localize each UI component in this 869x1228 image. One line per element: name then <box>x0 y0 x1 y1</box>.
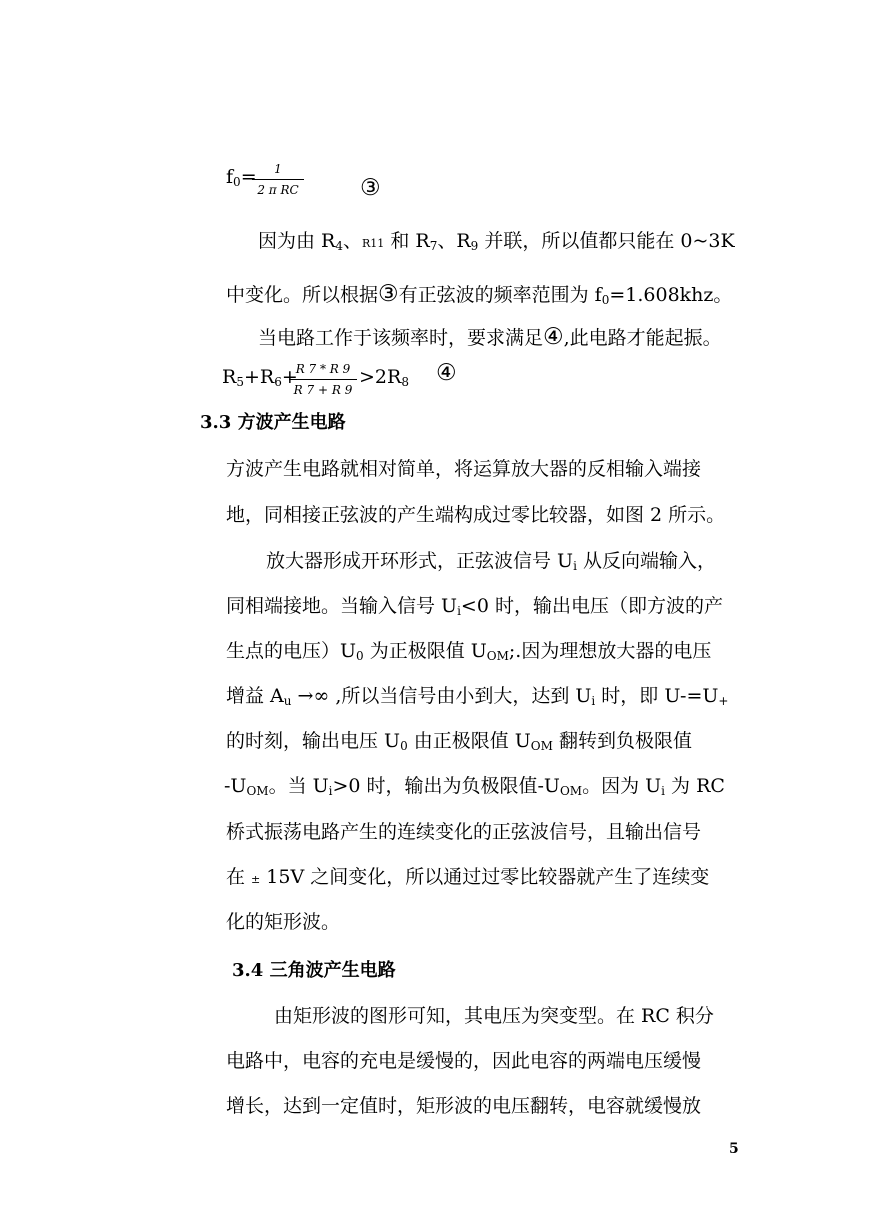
section-heading-3-4: 3.4 三角波产生电路 <box>232 960 396 981</box>
formula-4-rhs: $>2R_8$ <box>359 366 409 389</box>
equation-marker-4: ④ <box>436 360 457 386</box>
paragraph-line: 桥式振荡电路产生的连续变化的正弦波信号，且输出信号 <box>226 821 702 843</box>
paragraph-line: 增长，达到一定值时，矩形波的电压翻转，电容就缓慢放 <box>226 1095 702 1117</box>
formula-4-fraction: R 7 * R 9 R 7 + R 9 <box>289 362 357 397</box>
paragraph-line: 的时刻，输出电压 $U_0$ 由正极限值 $U_{OM}$ 翻转到负极限值 <box>226 730 692 753</box>
paragraph-line: 放大器形成开环形式，正弦波信号 $U_i$ 从反向端输入， <box>266 550 716 573</box>
paragraph-line: 同相端接地。当输入信号 $U_i<0$ 时，输出电压（即方波的产 <box>226 595 723 618</box>
equation-marker-3: ③ <box>360 175 381 201</box>
paragraph-line: 当电路工作于该频率时，要求满足④,此电路才能起振。 <box>258 324 722 350</box>
paragraph-line: 在 ± 15V 之间变化，所以通过过零比较器就产生了连续变 <box>226 866 710 888</box>
formula-4: $R_5+R_6+$ <box>222 366 298 389</box>
paragraph-line: 方波产生电路就相对简单，将运算放大器的反相输入端接 <box>226 458 702 480</box>
section-heading-3-3: 3.3 方波产生电路 <box>200 412 346 433</box>
paragraph-line: 中变化。所以根据③有正弦波的频率范围为 $f_0=1.608khz$。 <box>226 281 733 307</box>
formula-3: $f_0=$ <box>226 166 257 189</box>
paragraph-line: 生点的电压）$U_0$ 为正极限值 $U_{OM}$;.因为理想放大器的电压 <box>226 640 712 663</box>
paragraph-line: 化的矩形波。 <box>226 911 341 933</box>
formula-3-fraction: 1 2 π RC <box>252 162 304 197</box>
paragraph-line: 由矩形波的图形可知，其电压为突变型。在 RC 积分 <box>274 1005 714 1027</box>
paragraph-line: 电路中，电容的充电是缓慢的，因此电容的两端电压缓慢 <box>226 1050 702 1072</box>
paragraph-line: 地，同相接正弦波的产生端构成过零比较器，如图 2 所示。 <box>226 504 726 526</box>
paragraph-line: $-U_{OM}$。当 $U_i>0$ 时，输出为负极限值$-U_{OM}$。因为 $U_i$ 为 RC <box>224 775 725 798</box>
paragraph-line: 因为由 $R_4$、R11 和 $R_7$、$R_9$ 并联，所以值都只能在 0~3K <box>258 230 735 253</box>
page-number: 5 <box>729 1141 739 1157</box>
paragraph-line: 增益 $A_u$ →∞ ,所以当信号由小到大，达到 $U_i$ 时，即 $U-=U_+$ <box>226 685 729 708</box>
